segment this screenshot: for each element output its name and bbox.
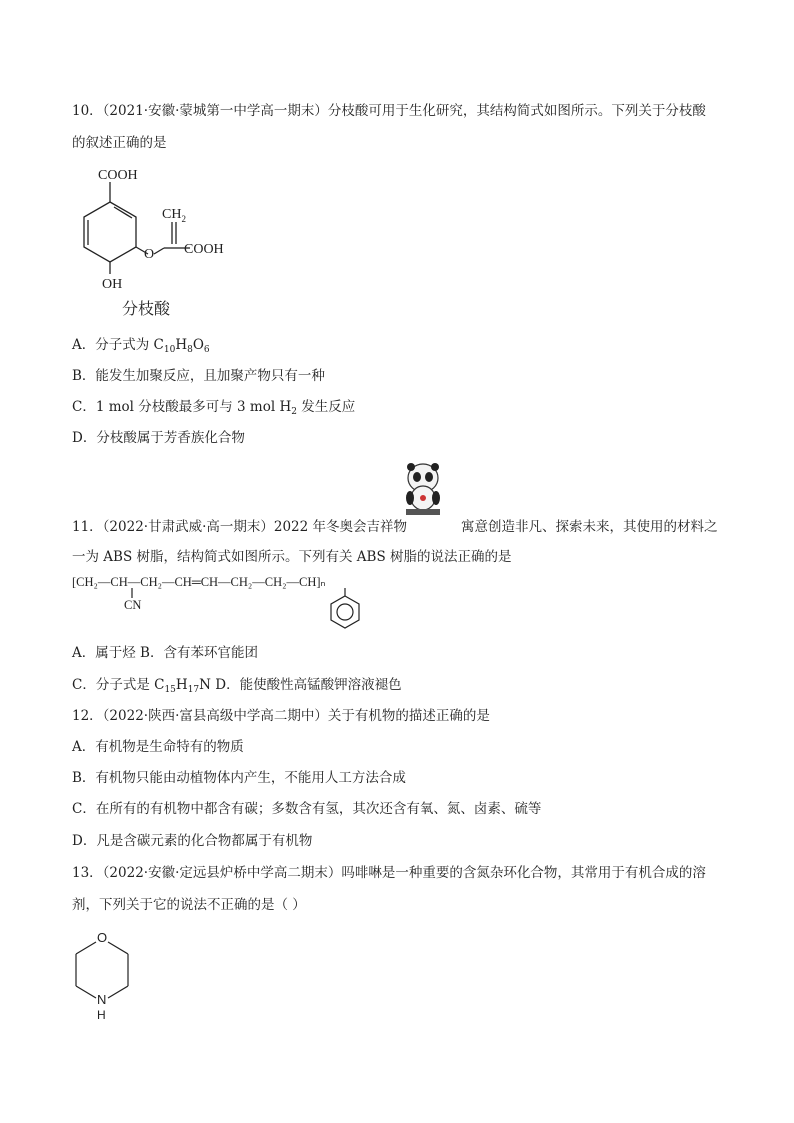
cooh-top-label: COOH [98,168,138,183]
q11-stem-line1: 11．（2022·甘肃武威·高一期末）2022 年冬奥会吉祥物 寓意创造非凡、探索未来，其使用的材料之 [72,519,718,535]
structure-caption: 分枝酸 [122,299,171,318]
ether-oxygen-label: O [144,247,155,262]
q13-stem-line2: 剂，下列关于它的说法不正确的是（ ） [72,897,306,913]
q12-option-d: D．凡是含碳元素的化合物都属于有机物 [72,833,313,849]
q10-option-c: C．1 mol 分枝酸最多可与 3 mol $H_2$ 发生反应 [72,399,356,417]
oh-label: OH [102,277,123,292]
q11-options-cd: C．分子式是 $C_{15}H_{17}N$ D．能使酸性高锰酸钾溶液褪色 [72,677,402,695]
morpholine-nitrogen-label: N [97,992,107,1007]
q11-options-ab: A．属于烃 B．含有苯环官能团 [72,645,258,661]
q10-stem-line1: 10．（2021·安徽·蒙城第一中学高一期末）分枝酸可用于生化研究，其结构简式如图所示。下列关于分枝酸 [72,103,706,119]
q10-option-a: A．分子式为 $C_{10}H_8O_6$ [72,337,210,355]
morpholine-structure [66,926,146,1022]
q12-option-a: A．有机物是生命特有的物质 [72,739,244,755]
q13-stem-line1: 13．（2022·安徽·定远县炉桥中学高二期末）吗啡啉是一种重要的含氮杂环化合物，其常用于有机合成的溶 [72,865,706,881]
q11-stem-line2: 一为 ABS 树脂，结构简式如图所示。下列有关 ABS 树脂的说法正确的是 [72,549,512,565]
q10-option-d: D．分枝酸属于芳香族化合物 [72,430,245,446]
ch2-label: $CH_2$ [162,207,186,224]
abs-structure-bonds [120,586,370,636]
q10-option-b: B．能发生加聚反应，且加聚产物只有一种 [72,368,325,384]
cn-group-label: CN [124,598,142,612]
morpholine-oxygen-label: O [97,930,108,945]
chorismic-acid-structure [66,160,256,300]
q10-stem-line2: 的叙述正确的是 [72,135,167,151]
morpholine-hydrogen-label: H [97,1008,106,1022]
mascot-panda-image [400,460,446,516]
q12-option-c: C．在所有的有机物中都含有碳；多数含有氢，其次还含有氧、氮、卤素、硫等 [72,801,542,817]
abs-resin-chain: [CH₂—CH—CH₂—CH═CH—CH₂—CH₂—CH]ₙ [72,575,326,589]
cooh-side-label: COOH [184,242,224,257]
q12-option-b: B．有机物只能由动植物体内产生，不能用人工方法合成 [72,770,406,786]
q12-stem: 12．（2022·陕西·富县高级中学高二期中）关于有机物的描述正确的是 [72,708,490,724]
